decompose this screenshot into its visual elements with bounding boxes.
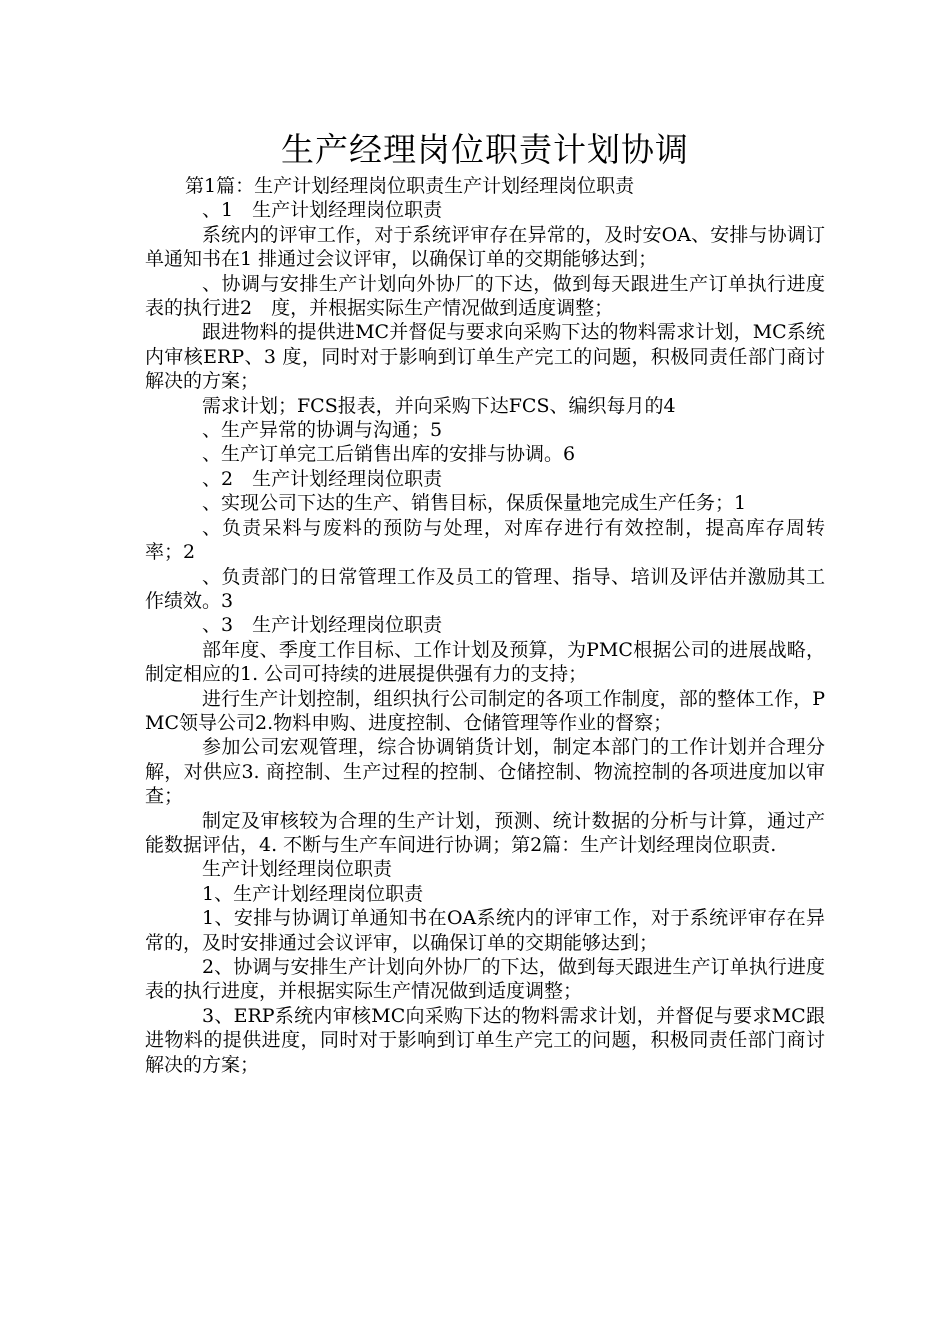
paragraph: 、负责呆料与废料的预防与处理，对库存进行有效控制，提高库存周转率；2 <box>145 516 825 564</box>
paragraph: 2、协调与安排生产计划向外协厂的下达，做到每天跟进生产订单执行进度表的执行进度，并根据实际生产情况做到适度调整； <box>145 956 825 1003</box>
paragraph: 系统内的评审工作，对于系统评审存在异常的，及时安OA、安排与协调订单通知书在1 排通过会议评审，以确保订单的交期能够达到； <box>145 223 825 271</box>
paragraph: 制定及审核较为合理的生产计划，预测、统计数据的分析与计算，通过产能数据评估，4. 不断与生产车间进行协调；第2篇：生产计划经理岗位职责. <box>145 809 825 856</box>
document-title: 生产经理岗位职责计划协调 <box>281 130 689 169</box>
paragraph: 、协调与安排生产计划向外协厂的下达，做到每天跟进生产订单执行进度表的执行进2 度，并根据实际生产情况做到适度调整； <box>145 272 825 320</box>
paragraph: 、2 生产计划经理岗位职责 <box>202 467 443 490</box>
document-page <box>145 128 825 1077</box>
paragraph: 需求计划；FCS报表，并向采购下达FCS、编织每月的4 <box>202 394 676 417</box>
paragraph: 跟进物料的提供进MC并督促与要求向采购下达的物料需求计划，MC系统内审核ERP、3 度，同时对于影响到订单生产完工的问题，积极同责任部门商讨解决的方案； <box>145 321 825 393</box>
paragraph: 参加公司宏观管理，综合协调销货计划，制定本部门的工作计划并合理分解，对供应3. 商控制、生产过程的控制、仓储控制、物流控制的各项进度加以审查； <box>145 736 825 808</box>
paragraph: 、3 生产计划经理岗位职责 <box>202 614 443 637</box>
paragraph: 第1篇：生产计划经理岗位职责生产计划经理岗位职责 <box>185 175 635 197</box>
paragraph: 进行生产计划控制，组织执行公司制定的各项工作制度，部的整体工作，PMC领导公司2.物料申购、进度控制、仓储管理等作业的督察； <box>145 687 825 734</box>
paragraph: 生产计划经理岗位职责 <box>202 858 393 881</box>
paragraph: 、1 生产计划经理岗位职责 <box>202 199 443 222</box>
paragraph: 、生产异常的协调与沟通；5 <box>202 419 443 442</box>
paragraph: 、负责部门的日常管理工作及员工的管理、指导、培训及评估并激励其工作绩效。3 <box>145 565 825 612</box>
paragraph: 1、生产计划经理岗位职责 <box>202 882 424 905</box>
paragraph: 3、ERP系统内审核MC向采购下达的物料需求计划，并督促与要求MC跟进物料的提供进度，同时对于影响到订单生产完工的问题，积极同责任部门商讨解决的方案； <box>145 1004 825 1076</box>
document-body <box>145 174 825 1077</box>
paragraph: 部年度、季度工作目标、工作计划及预算，为PMC根据公司的进展战略，制定相应的1. 公司可持续的进展提供强有力的支持； <box>145 638 825 686</box>
paragraph: 、生产订单完工后销售出库的安排与协调。6 <box>202 443 576 466</box>
paragraph: 1、安排与协调订单通知书在OA系统内的评审工作，对于系统评审存在异常的，及时安排通过会议评审，以确保订单的交期能够达到； <box>145 907 825 954</box>
paragraph: 、实现公司下达的生产、销售目标，保质保量地完成生产任务；1 <box>202 492 747 515</box>
